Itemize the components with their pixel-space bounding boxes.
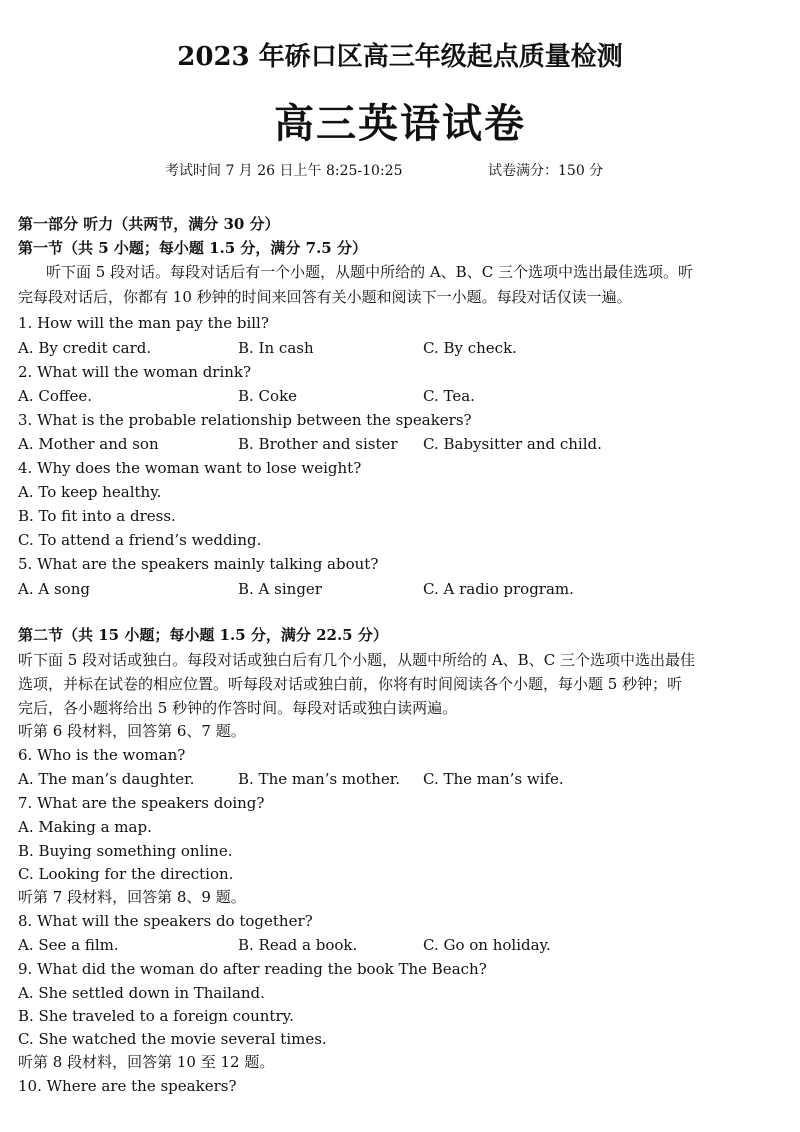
section1-heading: 第一节（共 5 小题；每小题 1.5 分，满分 7.5 分） (18, 239, 367, 257)
exam-subtitle: 高三英语试卷 (274, 100, 526, 147)
option-a: A. Mother and son (18, 435, 159, 453)
section1-instruction: 听下面 5 段对话。每段对话后有一个小题，从题中所给的 A、B、C 三个选项中选出最佳选项。听 (46, 263, 693, 281)
option-a: A. The man’s daughter. (18, 770, 195, 788)
question-6: 6. Who is the woman? (18, 746, 186, 764)
option-b: B. Buying something online. (18, 842, 233, 860)
option-c: C. A radio program. (423, 580, 574, 598)
question-4: 4. Why does the woman want to lose weight? (18, 459, 362, 477)
section2-instruction: 完后，各小题将给出 5 秒钟的作答时间。每段对话或独白读两遍。 (18, 699, 458, 717)
exam-title: 2023 年硚口区高三年级起点质量检测 (177, 42, 623, 72)
option-b: B. To fit into a dress. (18, 507, 176, 525)
option-a: A. Making a map. (18, 818, 152, 836)
option-a: A. A song (18, 580, 90, 598)
section2-instruction: 听下面 5 段对话或独白。每段对话或独白后有几个小题，从题中所给的 A、B、C 三个选项中选出最佳 (18, 651, 695, 669)
section2-heading: 第二节（共 15 小题；每小题 1.5 分，满分 22.5 分） (18, 626, 388, 644)
question-2: 2. What will the woman drink? (18, 363, 252, 381)
section1-instruction: 完每段对话后，你都有 10 秒钟的时间来回答有关小题和阅读下一小题。每段对话仅读一遍。 (18, 288, 632, 306)
option-a: A. To keep healthy. (18, 483, 162, 501)
question-10: 10. Where are the speakers? (18, 1077, 237, 1095)
options-row (18, 579, 778, 599)
material-note: 听第 6 段材料，回答第 6、7 题。 (18, 722, 246, 740)
option-a: A. She settled down in Thailand. (18, 984, 265, 1002)
option-b: B. Brother and sister (238, 435, 398, 453)
option-c: C. To attend a friend’s wedding. (18, 531, 262, 549)
option-b: B. She traveled to a foreign country. (18, 1007, 294, 1025)
full-score: 试卷满分：150 分 (488, 163, 604, 179)
options-row (18, 338, 778, 358)
option-c: C. Go on holiday. (423, 936, 551, 954)
option-c: C. By check. (423, 339, 517, 357)
option-c: C. Babysitter and child. (423, 435, 602, 453)
question-8: 8. What will the speakers do together? (18, 912, 313, 930)
options-row (18, 386, 778, 406)
option-c: C. The man’s wife. (423, 770, 564, 788)
material-note: 听第 8 段材料，回答第 10 至 12 题。 (18, 1053, 275, 1071)
options-row (18, 769, 778, 789)
option-c: C. Tea. (423, 387, 475, 405)
option-c: C. She watched the movie several times. (18, 1030, 327, 1048)
option-a: A. By credit card. (18, 339, 152, 357)
exam-time: 考试时间 7 月 26 日上午 8:25-10:25 (165, 163, 403, 179)
option-c: C. Looking for the direction. (18, 865, 234, 883)
section2-instruction: 选项，并标在试卷的相应位置。听每段对话或独白前，你将有时间阅读各个小题，每小题 5 秒钟；听 (18, 675, 683, 693)
question-1: 1. How will the man pay the bill? (18, 314, 269, 332)
option-b: B. Read a book. (238, 936, 358, 954)
option-b: B. The man’s mother. (238, 770, 401, 788)
question-7: 7. What are the speakers doing? (18, 794, 265, 812)
option-b: B. Coke (238, 387, 298, 405)
option-a: A. See a film. (18, 936, 119, 954)
material-note: 听第 7 段材料，回答第 8、9 题。 (18, 888, 246, 906)
question-3: 3. What is the probable relationship between the speakers? (18, 411, 472, 429)
question-5: 5. What are the speakers mainly talking about? (18, 555, 379, 573)
option-b: B. A singer (238, 580, 322, 598)
question-9: 9. What did the woman do after reading the book The Beach? (18, 960, 487, 978)
options-row (18, 935, 778, 955)
option-a: A. Coffee. (18, 387, 93, 405)
part1-heading: 第一部分 听力（共两节，满分 30 分） (18, 215, 280, 233)
option-b: B. In cash (238, 339, 314, 357)
options-row (18, 434, 778, 454)
